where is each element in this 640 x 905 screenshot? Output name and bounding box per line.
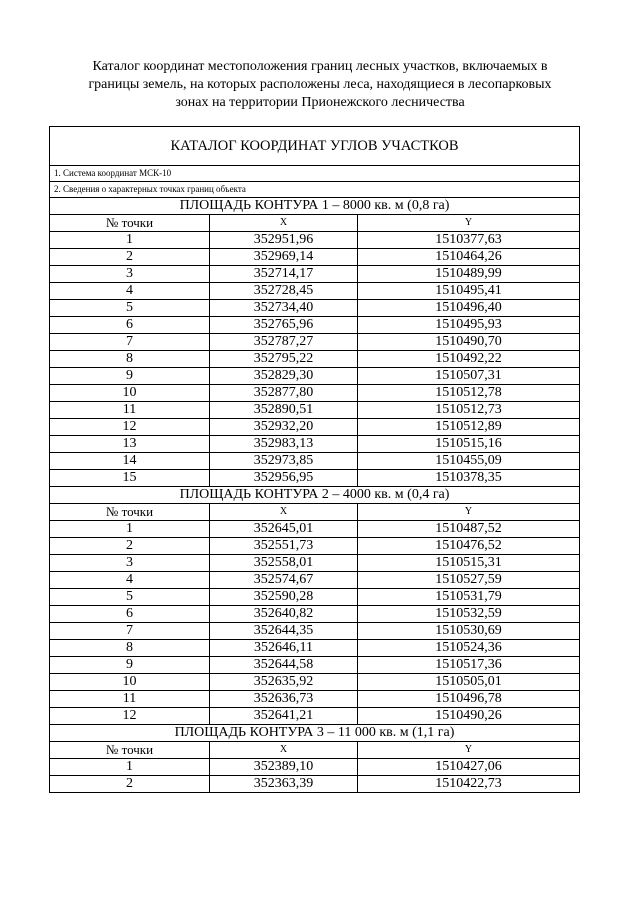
x-coordinate-cell: 352795,22 — [210, 351, 358, 368]
title-line: Каталог координат местоположения границ лесных участков, включаемых в — [92, 59, 548, 74]
table-row — [50, 572, 580, 589]
table-row — [50, 691, 580, 708]
point-number-header: № точки — [50, 504, 210, 521]
x-coordinate-cell: 352973,85 — [210, 453, 358, 470]
point-number-cell: 2 — [50, 776, 210, 793]
point-number-cell: 5 — [50, 300, 210, 317]
table-row — [50, 640, 580, 657]
table-row — [50, 708, 580, 725]
point-number-cell: 8 — [50, 351, 210, 368]
x-coordinate-cell: 352551,73 — [210, 538, 358, 555]
table-row — [50, 266, 580, 283]
table-row — [50, 249, 580, 266]
point-number-cell: 10 — [50, 674, 210, 691]
y-coordinate-cell: 1510512,89 — [358, 419, 580, 436]
title-line: границы земель, на которых расположены леса, находящиеся в лесопарковых — [88, 77, 552, 92]
boundary-points-info: 2. Сведения о характерных точках границ объекта — [50, 182, 580, 198]
table-row — [50, 623, 580, 640]
x-coordinate-cell: 352877,80 — [210, 385, 358, 402]
point-number-cell: 12 — [50, 419, 210, 436]
table-row — [50, 521, 580, 538]
point-number-cell: 4 — [50, 283, 210, 300]
x-coordinate-cell: 352590,28 — [210, 589, 358, 606]
y-coordinate-cell: 1510377,63 — [358, 232, 580, 249]
info-row — [50, 182, 580, 198]
contour-header-row — [50, 487, 580, 504]
point-number-header: № точки — [50, 215, 210, 232]
table-row — [50, 453, 580, 470]
y-coordinate-cell: 1510496,40 — [358, 300, 580, 317]
table-row — [50, 232, 580, 249]
point-number-cell: 14 — [50, 453, 210, 470]
y-coordinate-cell: 1510464,26 — [358, 249, 580, 266]
point-number-cell: 5 — [50, 589, 210, 606]
table-row — [50, 283, 580, 300]
contour-area-label: ПЛОЩАДЬ КОНТУРА 3 – 11 000 кв. м (1,1 га) — [50, 725, 580, 742]
point-number-cell: 3 — [50, 555, 210, 572]
point-number-cell: 4 — [50, 572, 210, 589]
contour-header-row — [50, 725, 580, 742]
y-coordinate-cell: 1510378,35 — [358, 470, 580, 487]
x-coordinate-cell: 352574,67 — [210, 572, 358, 589]
x-coordinate-cell: 352765,96 — [210, 317, 358, 334]
x-coordinate-cell: 352890,51 — [210, 402, 358, 419]
table-row — [50, 606, 580, 623]
catalog-title-row — [50, 127, 580, 166]
y-coordinate-cell: 1510507,31 — [358, 368, 580, 385]
x-coordinate-cell: 352558,01 — [210, 555, 358, 572]
y-coordinate-cell: 1510476,52 — [358, 538, 580, 555]
x-coordinate-cell: 352956,95 — [210, 470, 358, 487]
x-coordinate-cell: 352983,13 — [210, 436, 358, 453]
table-row — [50, 385, 580, 402]
x-header: X — [210, 215, 358, 232]
y-coordinate-cell: 1510427,06 — [358, 759, 580, 776]
y-coordinate-cell: 1510512,73 — [358, 402, 580, 419]
y-coordinate-cell: 1510492,22 — [358, 351, 580, 368]
x-coordinate-cell: 352635,92 — [210, 674, 358, 691]
contour-area-label: ПЛОЩАДЬ КОНТУРА 2 – 4000 кв. м (0,4 га) — [50, 487, 580, 504]
point-number-cell: 9 — [50, 657, 210, 674]
point-number-cell: 15 — [50, 470, 210, 487]
point-number-cell: 7 — [50, 334, 210, 351]
table-row — [50, 674, 580, 691]
point-number-header: № точки — [50, 742, 210, 759]
x-coordinate-cell: 352644,58 — [210, 657, 358, 674]
table-row — [50, 317, 580, 334]
y-coordinate-cell: 1510517,36 — [358, 657, 580, 674]
point-number-cell: 11 — [50, 402, 210, 419]
point-number-cell: 1 — [50, 759, 210, 776]
y-coordinate-cell: 1510422,73 — [358, 776, 580, 793]
y-coordinate-cell: 1510495,93 — [358, 317, 580, 334]
x-coordinate-cell: 352932,20 — [210, 419, 358, 436]
point-number-cell: 8 — [50, 640, 210, 657]
point-number-cell: 6 — [50, 317, 210, 334]
point-number-cell: 10 — [50, 385, 210, 402]
point-number-cell: 12 — [50, 708, 210, 725]
y-coordinate-cell: 1510524,36 — [358, 640, 580, 657]
table-row — [50, 657, 580, 674]
contour-area-label: ПЛОЩАДЬ КОНТУРА 1 – 8000 кв. м (0,8 га) — [50, 198, 580, 215]
y-coordinate-cell: 1510495,41 — [358, 283, 580, 300]
x-coordinate-cell: 352644,35 — [210, 623, 358, 640]
y-coordinate-cell: 1510455,09 — [358, 453, 580, 470]
x-coordinate-cell: 352829,30 — [210, 368, 358, 385]
point-number-cell: 11 — [50, 691, 210, 708]
document-title — [40, 58, 600, 112]
y-coordinate-cell: 1510490,70 — [358, 334, 580, 351]
table-row — [50, 538, 580, 555]
table-row — [50, 402, 580, 419]
point-number-cell: 1 — [50, 521, 210, 538]
point-number-cell: 9 — [50, 368, 210, 385]
y-coordinate-cell: 1510515,16 — [358, 436, 580, 453]
column-header-row — [50, 742, 580, 759]
table-row — [50, 589, 580, 606]
point-number-cell: 2 — [50, 249, 210, 266]
table-row — [50, 334, 580, 351]
x-coordinate-cell: 352641,21 — [210, 708, 358, 725]
y-header: Y — [358, 742, 580, 759]
table-row — [50, 555, 580, 572]
x-coordinate-cell: 352389,10 — [210, 759, 358, 776]
column-header-row — [50, 215, 580, 232]
x-coordinate-cell: 352363,39 — [210, 776, 358, 793]
y-header: Y — [358, 215, 580, 232]
y-coordinate-cell: 1510532,59 — [358, 606, 580, 623]
y-coordinate-cell: 1510531,79 — [358, 589, 580, 606]
y-coordinate-cell: 1510489,99 — [358, 266, 580, 283]
x-coordinate-cell: 352734,40 — [210, 300, 358, 317]
x-coordinate-cell: 352640,82 — [210, 606, 358, 623]
x-header: X — [210, 742, 358, 759]
table-row — [50, 470, 580, 487]
y-coordinate-cell: 1510496,78 — [358, 691, 580, 708]
x-coordinate-cell: 352969,14 — [210, 249, 358, 266]
y-coordinate-cell: 1510515,31 — [358, 555, 580, 572]
coordinates-catalog-table — [49, 126, 580, 793]
table-row — [50, 776, 580, 793]
table-row — [50, 436, 580, 453]
point-number-cell: 13 — [50, 436, 210, 453]
point-number-cell: 1 — [50, 232, 210, 249]
y-coordinate-cell: 1510487,52 — [358, 521, 580, 538]
point-number-cell: 7 — [50, 623, 210, 640]
info-row — [50, 166, 580, 182]
y-coordinate-cell: 1510512,78 — [358, 385, 580, 402]
table-row — [50, 300, 580, 317]
x-coordinate-cell: 352728,45 — [210, 283, 358, 300]
table-row — [50, 368, 580, 385]
contour-header-row — [50, 198, 580, 215]
title-line: зонах на территории Прионежского лесничества — [175, 95, 465, 110]
x-header: X — [210, 504, 358, 521]
table-row — [50, 759, 580, 776]
point-number-cell: 2 — [50, 538, 210, 555]
x-coordinate-cell: 352645,01 — [210, 521, 358, 538]
y-coordinate-cell: 1510527,59 — [358, 572, 580, 589]
coordinate-system-info: 1. Система координат МСК-10 — [50, 166, 580, 182]
y-coordinate-cell: 1510505,01 — [358, 674, 580, 691]
x-coordinate-cell: 352646,11 — [210, 640, 358, 657]
x-coordinate-cell: 352787,27 — [210, 334, 358, 351]
point-number-cell: 3 — [50, 266, 210, 283]
x-coordinate-cell: 352714,17 — [210, 266, 358, 283]
y-coordinate-cell: 1510490,26 — [358, 708, 580, 725]
column-header-row — [50, 504, 580, 521]
x-coordinate-cell: 352636,73 — [210, 691, 358, 708]
table-row — [50, 351, 580, 368]
point-number-cell: 6 — [50, 606, 210, 623]
table-row — [50, 419, 580, 436]
catalog-title: КАТАЛОГ КООРДИНАТ УГЛОВ УЧАСТКОВ — [50, 127, 580, 166]
y-coordinate-cell: 1510530,69 — [358, 623, 580, 640]
x-coordinate-cell: 352951,96 — [210, 232, 358, 249]
y-header: Y — [358, 504, 580, 521]
